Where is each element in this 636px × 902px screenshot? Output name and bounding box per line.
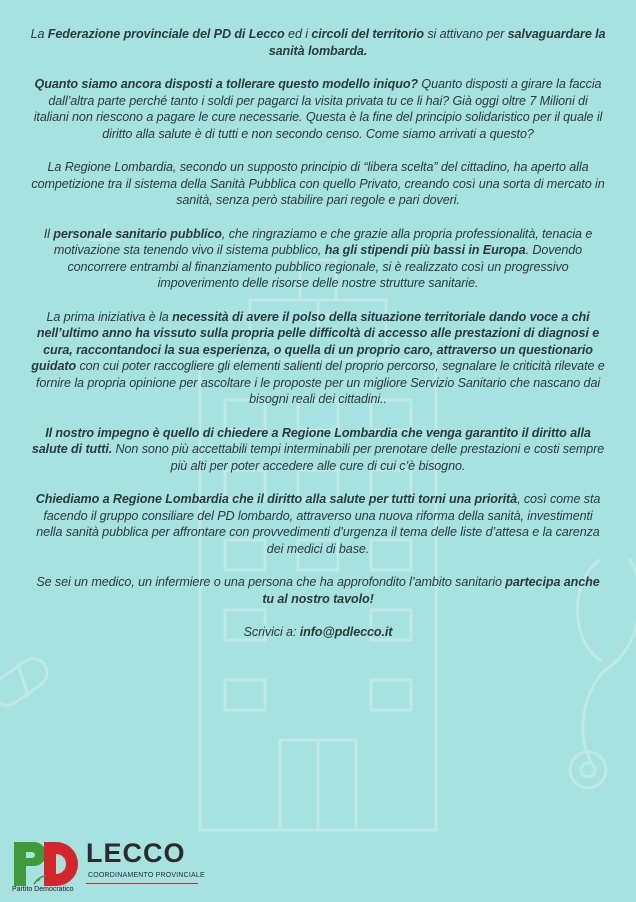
pd-logo-icon bbox=[12, 840, 80, 888]
flyer-body bbox=[30, 26, 606, 658]
iniziativa-paragraph: La prima iniziativa è la necessità di avere il polso della situazione territoriale dando voce a chi nell’ultimo anno ha vissuto sulla propria pelle difficoltà di accesso alle prestazioni di diagnosi e cura, raccontandoci la sua esperienza, o quella di un proprio caro, attraverso un questionario guidato con cui poter raccogliere gli elementi salienti del proprio percorso, segnalare le criticità rilevate e fornire la propria opinione per ascoltare i le proposte per un migliore Servizio Sanitario che nascano dai bisogni reali dei cittadini.. bbox=[31, 309, 605, 406]
lecco-underline bbox=[86, 883, 198, 884]
impegno-paragraph: Il nostro impegno è quello di chiedere a Regione Lombardia che venga garantito il diritto alla salute di tutti. Non sono più accettabili tempi interminabili per prenotare delle prestazioni e costi sempre più alti per poter accedere alle cure di cui c’è bisogno. bbox=[31, 425, 605, 473]
lecco-title: LECCO bbox=[86, 838, 186, 868]
regione-paragraph: La Regione Lombardia, secondo un supposto principio di “libera scelta” del cittadino, ha aperto alla competizione tra il sistema della Sanità Pubblica con quello Privato, creando così una sorta di mercato in sanità, senza però stabilire pari regole e pari doveri. bbox=[31, 160, 605, 207]
lecco-subtitle: COORDINAMENTO PROVINCIALE bbox=[88, 872, 205, 879]
pd-lecco-logo bbox=[12, 836, 205, 896]
pd-caption: Partito Democratico bbox=[12, 886, 74, 893]
personale-paragraph: Il personale sanitario pubblico, che ringraziamo e che grazie alla propria professionalità, tenacia e motivazione sta tenendo vivo il sistema pubblico, ha gli stipendi più bassi in Europa. Dovendo concorrere entrambi al finanziamento pubblico regionale, si è realizzato così un progressivo impoverimento delle risorse delle nostre strutture sanitarie. bbox=[43, 226, 593, 290]
contact-paragraph: Scrivici a: info@pdlecco.it bbox=[243, 625, 393, 639]
question-paragraph: Quanto siamo ancora disposti a tollerare questo modello iniquo? Quanto disposti a girare la faccia dall’altra parte perché tanto i soldi per pagarci la visita privata tu ce li hai? Già oggi oltre 7 Milioni di italiani non riescono a pagare le cure necessarie. Questa è la fine del principio solidaristico per il quale il diritto alla salute è di tutti e non secondo censo. Come siamo arrivati a questo? bbox=[33, 77, 603, 141]
richiesta-paragraph: Chiediamo a Regione Lombardia che il diritto alla salute per tutti torni una priorità, così come sta facendo il gruppo consiliare del PD lombardo, attraverso una nuova riforma della sanità, investimenti nella sanità pubblica per affrontare con provvedimenti d’urgenza il tema delle liste d’attesa e la carenza dei medici di base. bbox=[35, 492, 601, 556]
contact-email-link[interactable]: info@pdlecco.it bbox=[299, 625, 393, 639]
intro-paragraph: La Federazione provinciale del PD di Lecco ed i circoli del territorio si attivano per salvaguardare la sanità lombarda. bbox=[30, 27, 606, 58]
invito-paragraph: Se sei un medico, un infermiere o una persona che ha approfondito l’ambito sanitario partecipa anche tu al nostro tavolo! bbox=[36, 575, 600, 606]
pill-icon bbox=[0, 653, 53, 710]
